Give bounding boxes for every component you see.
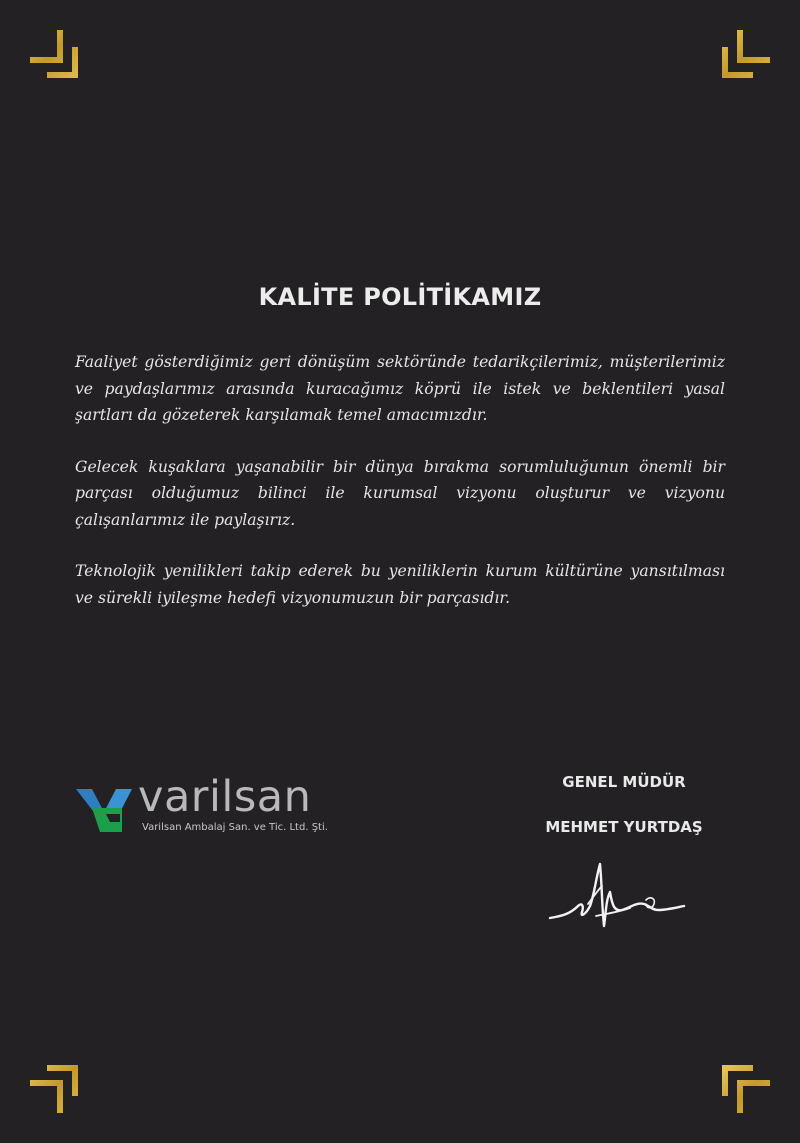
handwritten-signature: [548, 856, 688, 936]
varilsan-logo-mark-icon: [76, 786, 134, 834]
company-logo: [76, 772, 346, 840]
signatory-name: MEHMET YURTDAŞ: [545, 818, 703, 836]
logo-company-name: Varilsan Ambalaj San. ve Tic. Ltd. Şti.: [142, 822, 328, 833]
signatory-role: GENEL MÜDÜR: [562, 773, 686, 791]
paragraph-1: Faaliyet gösterdiğimiz geri dönüşüm sektöründe tedarikçilerimiz, müşterilerimiz ve paydaşlarımız arasında kuracağımız köprü ile istek ve beklentileri yasal şartları da gözeterek karşılamak temel amacımızdır.: [75, 353, 725, 424]
paragraph-3: Teknolojik yenilikleri takip ederek bu yeniliklerin kurum kültürüne yansıtılması ve sürekli iyileşme hedefi vizyonumuzun bir parçasıdır.: [75, 562, 725, 607]
page-title: KALİTE POLİTİKAMIZ: [258, 283, 542, 311]
logo-wordmark: varilsan: [138, 772, 312, 822]
policy-text: [75, 349, 725, 636]
paragraph-2: Gelecek kuşaklara yaşanabilir bir dünya bırakma sorumluluğunun önemli bir parçası olduğumuz bilinci ile kurumsal vizyonu oluşturur ve vizyonu çalışanlarımız ile paylaşırız.: [75, 457, 725, 529]
